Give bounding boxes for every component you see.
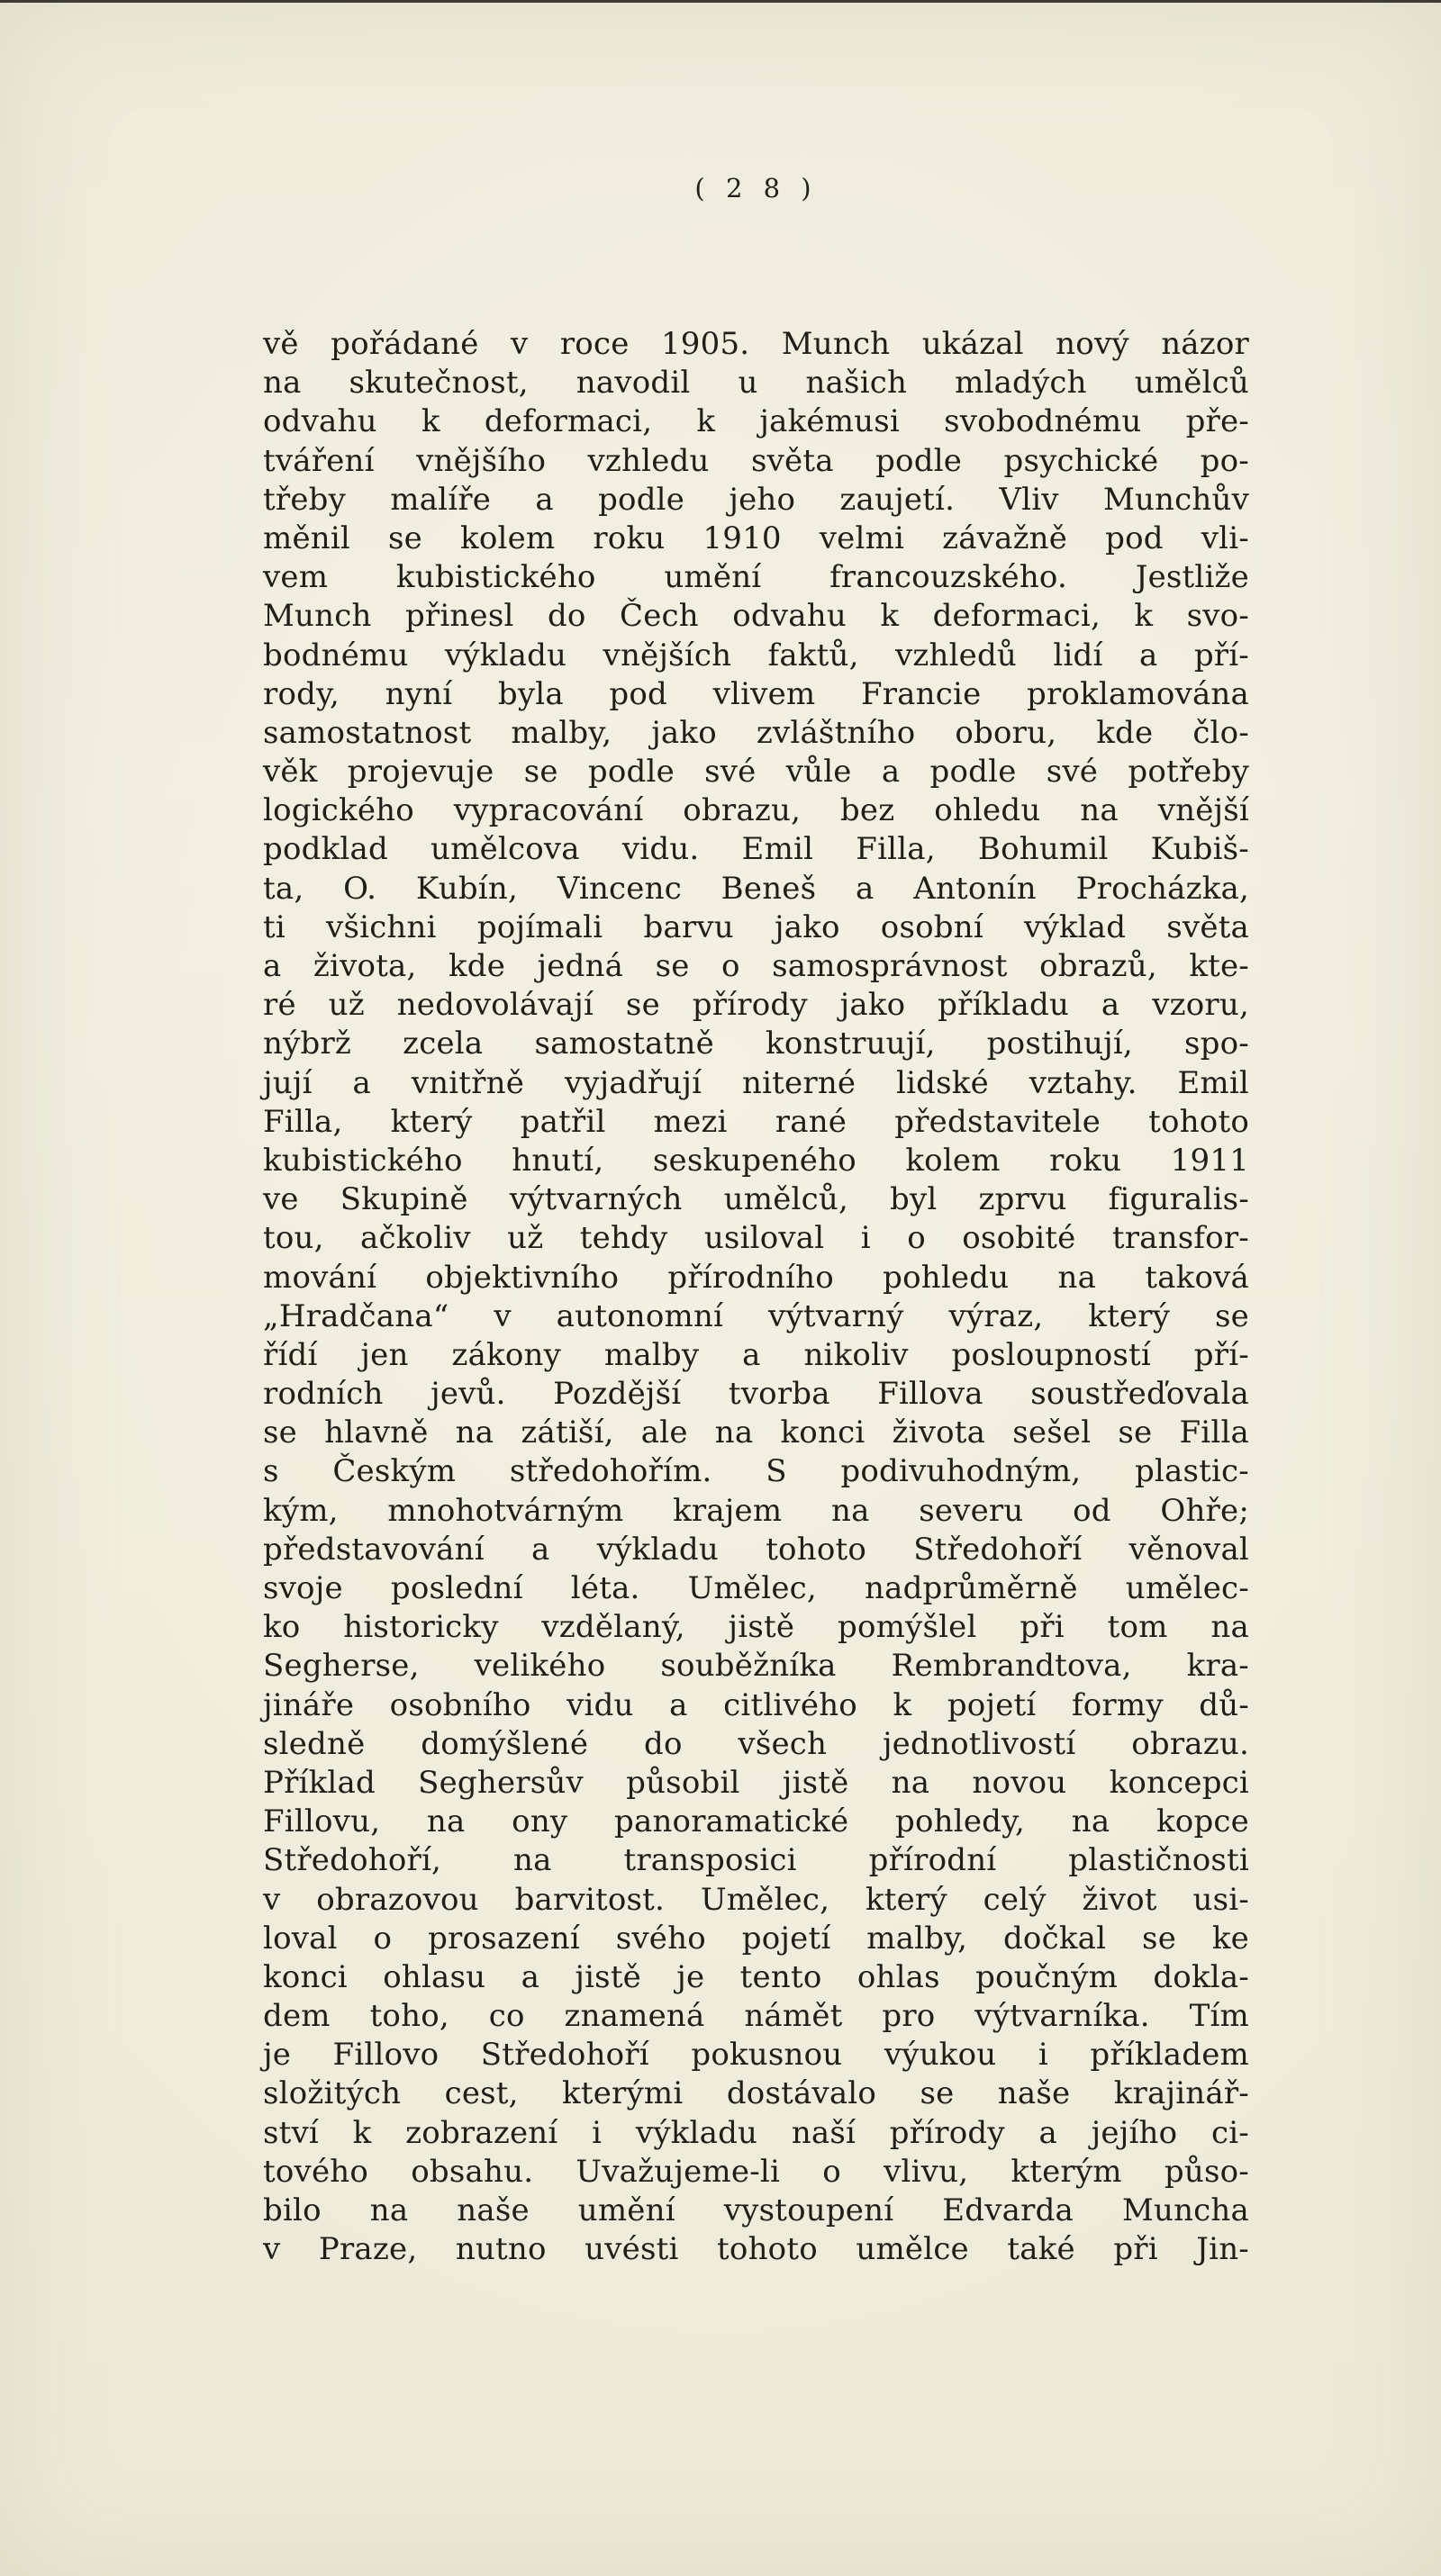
text-line: s Českým středohořím. S podivuhodným, plastic-	[263, 1453, 1249, 1490]
page-number: ( 2 8 )	[694, 173, 818, 203]
text-line: řídí jen zákony malby a nikoliv posloupností pří-	[263, 1336, 1249, 1373]
text-line: ti všichni pojímali barvu jako osobní výklad světa	[263, 908, 1249, 945]
text-line: na skutečnost, navodil u našich mladých umělců	[263, 365, 1249, 402]
text-line: se hlavně na zátiší, ale na konci života sešel se Filla	[263, 1415, 1249, 1451]
text-line: Středohoří, na transposici přírodní plastičnosti	[263, 1842, 1249, 1879]
text-line: nýbrž zcela samostatně konstruují, postihují, spo-	[263, 1026, 1249, 1062]
text-line: rodních jevů. Pozdější tvorba Fillova soustřeďovala	[263, 1376, 1249, 1413]
text-line: sledně domýšlené do všech jednotlivostí obrazu.	[263, 1725, 1249, 1762]
text-line: jináře osobního vidu a citlivého k pojetí formy dů-	[263, 1686, 1249, 1723]
text-line: Příklad Seghersův působil jistě na novou koncepci	[263, 1764, 1249, 1801]
text-line: podklad umělcova vidu. Emil Filla, Bohumil Kubiš-	[263, 831, 1249, 868]
text-line: ré už nedovolávají se přírody jako příkladu a vzoru,	[263, 987, 1249, 1024]
text-line: v Praze, nutno uvésti tohoto umělce také při Jin-	[263, 2231, 1249, 2268]
text-line: vě pořádané v roce 1905. Munch ukázal nový názor	[263, 326, 1249, 362]
text-line: konci ohlasu a jistě je tento ohlas poučným dokla-	[263, 1958, 1249, 1995]
text-line: Filla, který patřil mezi rané představitele tohoto	[263, 1103, 1249, 1140]
text-line: vem kubistického umění francouzského. Jestliže	[263, 559, 1249, 596]
text-line: loval o prosazení svého pojetí malby, dočkal se ke	[263, 1920, 1249, 1957]
text-line: a života, kde jedná se o samosprávnost obrazů, kte-	[263, 948, 1249, 984]
text-line: ství k zobrazení i výkladu naší přírody a jejího ci-	[263, 2114, 1249, 2151]
text-line: Fillovu, na ony panoramatické pohledy, na kopce	[263, 1803, 1249, 1840]
text-line: tváření vnějšího vzhledu světa podle psychické po-	[263, 442, 1249, 479]
text-line: rody, nyní byla pod vlivem Francie proklamována	[263, 675, 1249, 712]
text-line: v obrazovou barvitost. Umělec, který celý život usi-	[263, 1881, 1249, 1918]
text-line: ve Skupině výtvarných umělců, byl zprvu figuralis-	[263, 1181, 1249, 1218]
text-line: odvahu k deformaci, k jakémusi svobodnému pře-	[263, 403, 1249, 440]
text-line: Segherse, velikého souběžníka Rembrandtova, kra-	[263, 1648, 1249, 1685]
text-line: dem toho, co znamená námět pro výtvarníka. Tím	[263, 1998, 1249, 2035]
text-line: jují a vnitřně vyjadřují niterné lidské vztahy. Emil	[263, 1064, 1249, 1101]
text-line: Munch přinesl do Čech odvahu k deformaci, k svo-	[263, 598, 1249, 635]
text-line: třeby malíře a podle jeho zaujetí. Vliv Munchův	[263, 481, 1249, 518]
body-text-block	[263, 325, 1249, 2269]
text-line: logického vypracování obrazu, bez ohledu na vnější	[263, 792, 1249, 829]
text-line: tou, ačkoliv už tehdy usiloval i o osobité transfor-	[263, 1220, 1249, 1257]
text-line: svoje poslední léta. Umělec, nadprůměrně umělec-	[263, 1570, 1249, 1606]
text-line: tového obsahu. Uvažujeme-li o vlivu, kterým půso-	[263, 2153, 1249, 2190]
text-line: představování a výkladu tohoto Středohoří věnoval	[263, 1531, 1249, 1568]
text-line: kým, mnohotvárným krajem na severu od Ohře;	[263, 1492, 1249, 1529]
text-line: samostatnost malby, jako zvláštního oboru, kde člo-	[263, 714, 1249, 751]
text-line: „Hradčana“ v autonomní výtvarný výraz, který se	[263, 1297, 1249, 1334]
text-line: mování objektivního přírodního pohledu na taková	[263, 1259, 1249, 1296]
text-line: ko historicky vzdělaný, jistě pomýšlel při tom na	[263, 1609, 1249, 1646]
text-line: kubistického hnutí, seskupeného kolem roku 1911	[263, 1142, 1249, 1179]
text-line: bilo na naše umění vystoupení Edvarda Muncha	[263, 2192, 1249, 2228]
text-line: je Fillovo Středohoří pokusnou výukou i příkladem	[263, 2037, 1249, 2074]
text-line: bodnému výkladu vnějších faktů, vzhledů lidí a pří-	[263, 637, 1249, 673]
text-line: složitých cest, kterými dostávalo se naše krajinář-	[263, 2075, 1249, 2112]
text-line: ta, O. Kubín, Vincenc Beneš a Antonín Procházka,	[263, 870, 1249, 907]
text-line: měnil se kolem roku 1910 velmi závažně pod vli-	[263, 520, 1249, 556]
text-line: věk projevuje se podle své vůle a podle své potřeby	[263, 754, 1249, 791]
scan-top-edge-line	[0, 0, 1441, 3]
